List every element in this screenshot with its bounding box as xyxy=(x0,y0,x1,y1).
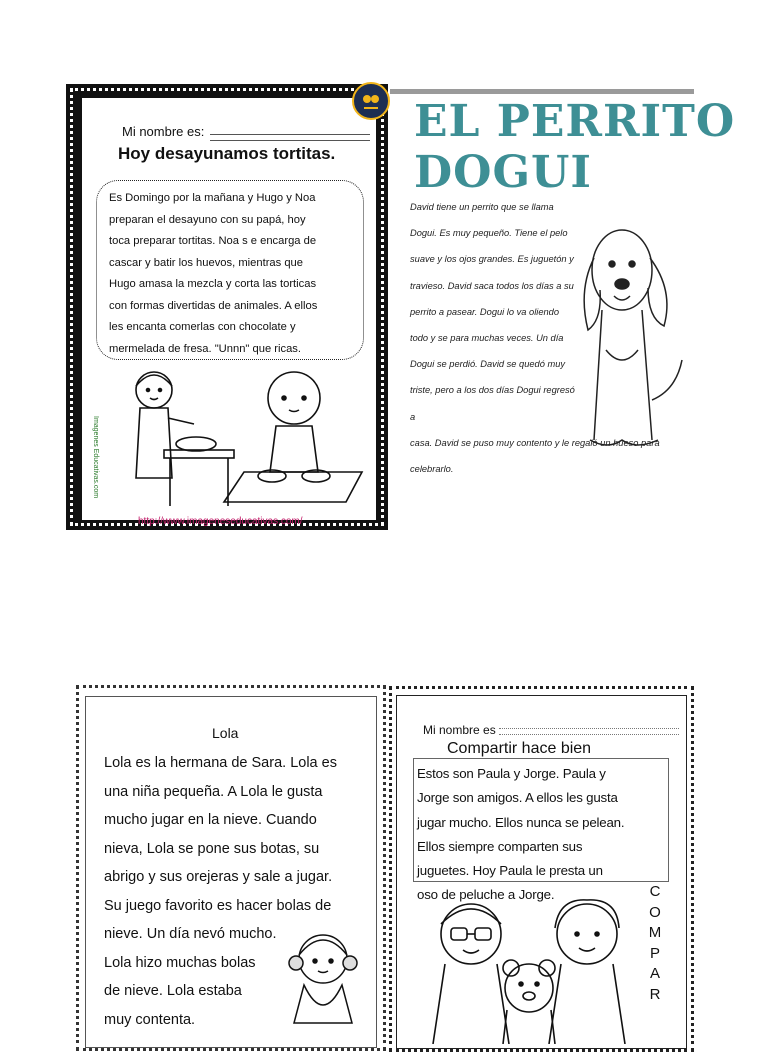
vertical-letter: M xyxy=(648,924,662,941)
worksheet-compartir-page xyxy=(396,695,687,1049)
kids-cooking-illustration xyxy=(114,368,364,508)
worksheet-tortitas-page xyxy=(80,96,378,527)
story-line: travieso. David saca todos los días a su xyxy=(410,280,574,291)
story-line: abrigo y sus orejeras y sale a jugar. xyxy=(104,869,333,885)
story-line: toca preparar tortitas. Noa s e encarga de xyxy=(109,235,317,247)
story-line: Lola hizo muchas bolas xyxy=(104,954,256,971)
story-line: con formas divertidas de animales. A ellos xyxy=(109,299,318,312)
source-url: http://www.imageneseducativas.com/ xyxy=(138,516,303,527)
story-line: Su juego favorito es hacer bolas de xyxy=(104,897,332,914)
story-line: Ellos siempre comparten sus xyxy=(417,838,583,854)
story-line: mucho jugar en la nieve. Cuando xyxy=(104,812,317,828)
story-text xyxy=(109,188,353,360)
story-line: de nieve. Lola estaba xyxy=(104,983,242,999)
worksheet-lola-page xyxy=(85,696,377,1048)
vertical-letter: P xyxy=(649,944,660,962)
story-line: preparan el desayuno con su papá, hoy xyxy=(109,213,306,226)
watermark-text: Imagenes Educativas.com xyxy=(92,416,99,499)
vertical-letter: C xyxy=(649,883,661,900)
worksheet-lola xyxy=(76,685,386,1051)
story-line: cascar y batir los huevos, mientras que xyxy=(109,256,304,269)
story-line: Hugo amasa la mezcla y corta las torticas xyxy=(109,278,317,290)
story-line: David tiene un perrito que se llama xyxy=(410,202,554,212)
name-label: Mi nombre es: xyxy=(122,124,205,139)
story-text-box xyxy=(96,180,364,360)
story-line: Jorge son amigos. A ellos les gusta xyxy=(417,790,618,806)
worksheet-tortitas xyxy=(66,84,388,530)
story-line: Es Domingo por la mañana y Hugo y Noa xyxy=(109,192,316,204)
story-line: mermelada de fresa. "Unnn" que ricas. xyxy=(109,342,302,355)
story-line: oso de peluche a Jorge. xyxy=(417,887,555,903)
vertical-word xyxy=(645,882,665,1005)
kids-teddy-illustration xyxy=(419,884,641,1044)
story-line: Dogui. Es muy pequeño. Tiene el pelo xyxy=(410,228,568,239)
story-line: perrito a pasear. Dogui lo va oliendo xyxy=(410,306,560,317)
story-line: nieve. Un día nevó mucho. xyxy=(104,926,277,942)
logo-badge xyxy=(352,82,390,120)
story-title: EL PERRITO DOGUI xyxy=(414,96,736,198)
name-write-line xyxy=(210,134,370,141)
story-line: Estos son Paula y Jorge. Paula y xyxy=(417,766,606,781)
vertical-letter: A xyxy=(649,965,660,982)
story-line: casa. David se puso muy contento y le regaló un hueso para xyxy=(410,437,660,448)
story-line: nieva, Lola se pone sus botas, su xyxy=(104,840,320,857)
story-line: celebrarlo. xyxy=(410,464,454,475)
story-line: Dogui se perdió. David se quedó muy xyxy=(410,359,566,370)
name-label: Mi nombre es xyxy=(423,723,496,737)
story-line: suave y los ojos grandes. Es juguetón y xyxy=(410,254,574,265)
vertical-letter: O xyxy=(649,903,661,921)
story-title: Compartir hace bien xyxy=(447,740,592,757)
girl-earmuffs-illustration xyxy=(282,925,364,1025)
story-title: Lola xyxy=(212,725,239,741)
header-bar xyxy=(390,89,694,94)
story-line: Lola es la hermana de Sara. Lola es xyxy=(104,755,337,771)
story-text xyxy=(410,194,660,482)
vertical-letter: R xyxy=(649,985,661,1003)
story-line: juguetes. Hoy Paula le presta un xyxy=(417,863,603,879)
story-line: triste, pero a los dos días Dogui regresó a xyxy=(410,385,575,422)
story-line: jugar mucho. Ellos nunca se pelean. xyxy=(417,814,625,830)
worksheet-compartir xyxy=(389,686,694,1052)
story-line: una niña pequeña. A Lola le gusta xyxy=(104,783,323,800)
story-line: todo y se para muchas veces. Un día xyxy=(410,333,564,344)
owl-logo-icon xyxy=(354,84,388,118)
story-line: les encanta comerlas con chocolate y xyxy=(109,321,296,333)
story-line: muy contenta. xyxy=(104,1011,196,1028)
name-write-line xyxy=(499,728,679,735)
story-title: Hoy desayunamos tortitas. xyxy=(118,144,336,163)
dog-illustration xyxy=(578,200,688,470)
